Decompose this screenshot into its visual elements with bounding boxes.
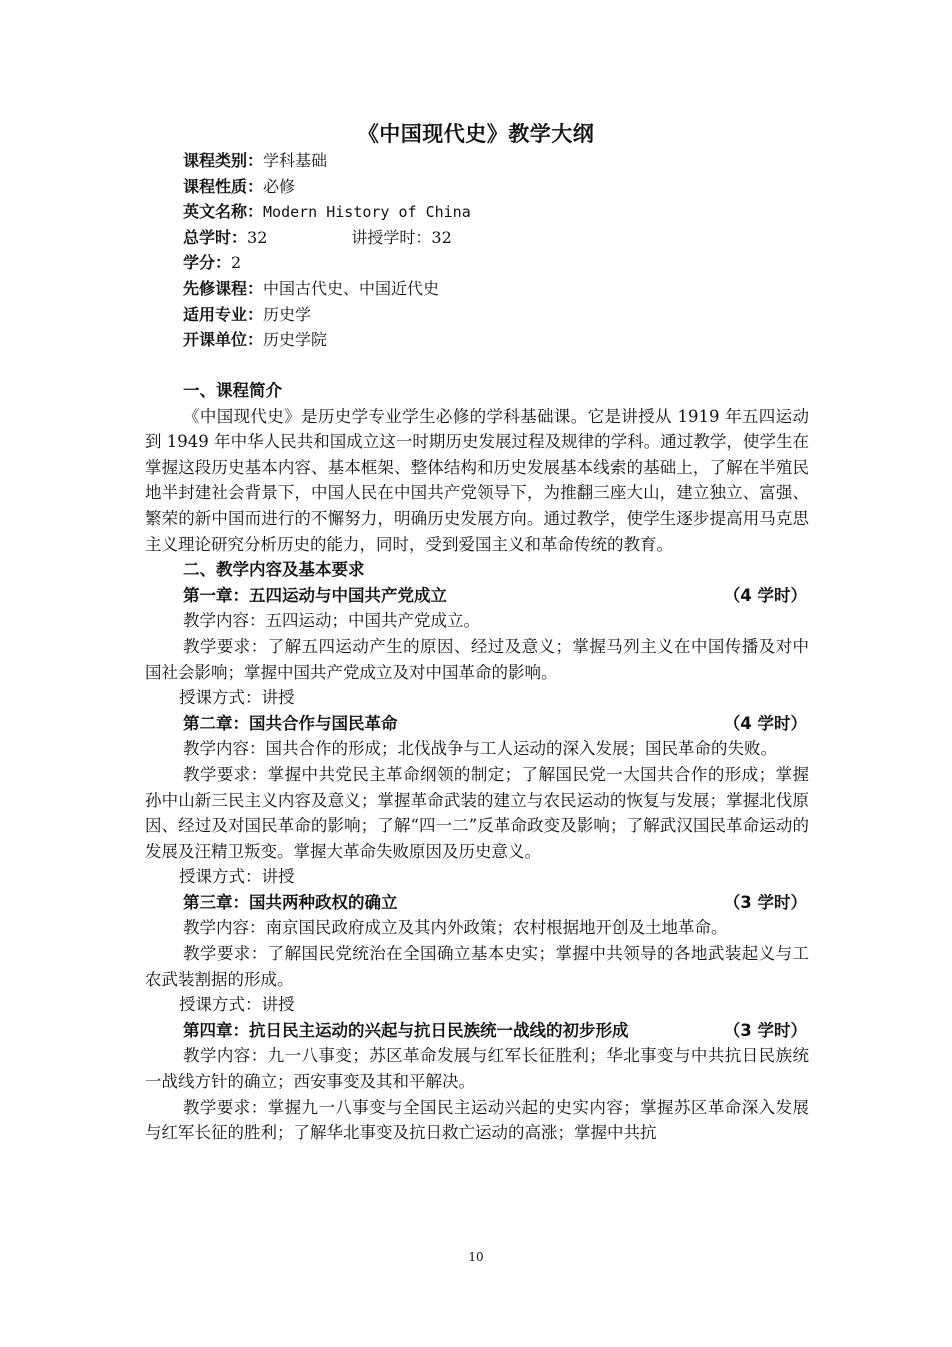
document-body <box>145 378 809 1146</box>
section-heading: 一、课程简介 <box>183 381 282 400</box>
meta-value: 学科基础 <box>263 151 328 170</box>
meta-label: 学分： <box>183 253 232 273</box>
chapter-content: 教学内容：五四运动；中国共产党成立。 <box>183 611 480 631</box>
meta-label: 总学时： <box>183 227 248 247</box>
meta-label: 课程性质： <box>183 176 264 196</box>
page-number: 10 <box>468 1250 484 1264</box>
meta-prereq <box>183 276 823 302</box>
meta-english-name <box>183 199 823 225</box>
chapter-heading <box>145 583 809 609</box>
chapter-requirement: 教学要求：掌握中共党民主革命纲领的制定；了解国民党一大国共合作的形成；掌握孙中山新三民主义内容及意义；掌握革命武装的建立与农民运动的恢复与发展；掌握北伐原因、经过及对国民革命的影响；了解“四一二”反革命政变及影响；了解武汉国民革命运动的发展及汪精卫叛变。掌握大革命失败原因及历史意义。 <box>145 764 809 861</box>
meta-value: 历史学院 <box>263 330 328 350</box>
course-meta <box>183 148 823 353</box>
meta-value: 32 <box>431 227 452 247</box>
meta-hours <box>183 225 823 251</box>
chapter-method: 授课方式：讲授 <box>179 995 295 1015</box>
meta-value: 32 <box>247 227 268 247</box>
section-heading: 二、教学内容及基本要求 <box>183 560 365 580</box>
chapter-requirement: 教学要求：了解五四运动产生的原因、经过及意义；掌握马列主义在中国传播及对中国社会影响；掌握中国共产党成立及对中国革命的影响。 <box>145 636 809 682</box>
meta-value: 必修 <box>263 176 296 196</box>
chapter-requirement: 教学要求：掌握九一八事变与全国民主运动兴起的史实内容；掌握苏区革命深入发展与红军长征的胜利；了解华北事变及抗日救亡运动的高涨；掌握中共抗 <box>145 1097 809 1143</box>
chapter-heading <box>145 1018 809 1044</box>
meta-value: Modern History of China <box>263 203 471 222</box>
chapter-hours: （4 学时） <box>723 713 807 733</box>
meta-credit <box>183 250 823 276</box>
meta-value: 历史学 <box>263 304 312 324</box>
meta-category <box>183 148 823 174</box>
meta-value: 中国古代史、中国近代史 <box>263 278 440 298</box>
meta-label: 英文名称： <box>183 202 264 222</box>
paragraph: 《中国现代史》是历史学专业学生必修的学科基础课。它是讲授从 1919 年五四运动到 1949 年中华人民共和国成立这一时期历史发展过程及规律的学科。通过教学，使学生在掌握这段历史基本内容、基本框架、整体结构和历史发展基本线索的基础上，了解在半殖民地半封建社会背景下，中国人民在中国共产党领导下，为推翻三座大山，建立独立、富强、繁荣的新中国而进行的不懈努力，明确历史发展方向。通过教学，使学生逐步提高用马克思主义理论研究分析历史的能力，同时，受到爱国主义和革命传统的教育。 <box>145 406 809 554</box>
meta-label: 课程类别： <box>183 151 264 170</box>
meta-label: 开课单位： <box>183 330 264 350</box>
chapter-requirement: 教学要求：了解国民党统治在全国确立基本史实；掌握中共领导的各地武装起义与工农武装割据的形成。 <box>145 944 809 989</box>
page-title: 《中国现代史》教学大纲 <box>357 122 595 146</box>
chapter-method: 授课方式：讲授 <box>179 688 295 708</box>
chapter-title: 第二章：国共合作与国民革命 <box>183 713 398 733</box>
meta-label: 先修课程： <box>183 278 264 298</box>
chapter-method: 授课方式：讲授 <box>179 867 295 887</box>
chapter-content: 教学内容：国共合作的形成；北伐战争与工人运动的深入发展；国民革命的失败。 <box>183 739 777 759</box>
chapter-heading <box>145 890 809 916</box>
meta-nature <box>183 174 823 200</box>
chapter-title: 第一章：五四运动与中国共产党成立 <box>183 585 447 605</box>
chapter-heading <box>145 711 809 737</box>
chapter-hours: （3 学时） <box>723 1020 807 1040</box>
meta-value: 2 <box>231 253 242 273</box>
meta-major <box>183 302 823 328</box>
chapter-content: 教学内容：南京国民政府成立及其内外政策；农村根据地开创及土地革命。 <box>183 918 728 938</box>
meta-label: 适用专业： <box>183 304 264 324</box>
meta-label-lecture: 讲授学时： <box>351 227 432 247</box>
chapter-hours: （4 学时） <box>723 585 807 605</box>
chapter-title: 第三章：国共两种政权的确立 <box>183 892 398 912</box>
chapter-hours: （3 学时） <box>723 892 807 912</box>
chapter-content: 教学内容：九一八事变；苏区革命发展与红军长征胜利；华北事变与中共抗日民族统一战线方针的确立；西安事变及其和平解决。 <box>145 1046 809 1092</box>
chapter-title: 第四章：抗日民主运动的兴起与抗日民族统一战线的初步形成 <box>183 1020 629 1040</box>
meta-unit <box>183 327 823 353</box>
